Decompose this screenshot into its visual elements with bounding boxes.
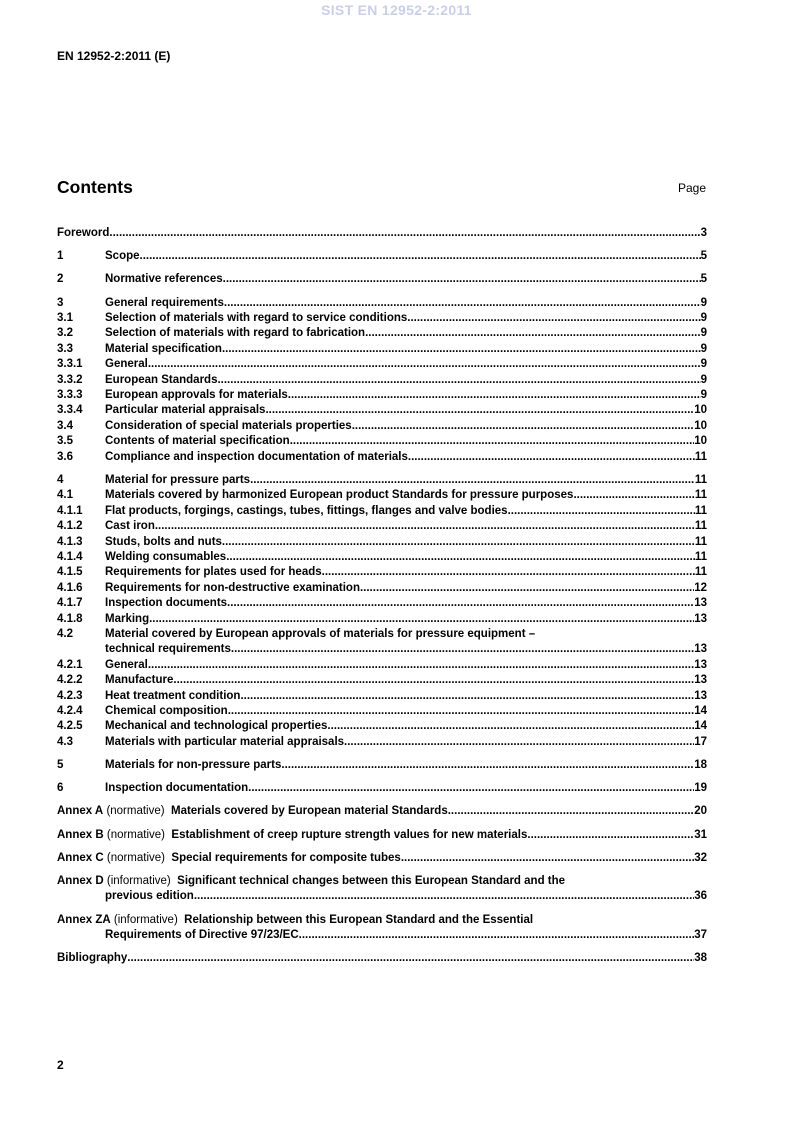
toc-page: 13: [694, 689, 707, 702]
toc-number: 6: [57, 782, 64, 795]
toc-title: Material specification: [105, 342, 222, 355]
leader-dots: [231, 642, 694, 657]
toc-number: 4.2.1: [57, 658, 83, 671]
toc-page: 36: [694, 890, 707, 903]
leader-dots: [527, 828, 694, 843]
toc-title: European approvals for materials: [105, 389, 288, 402]
leader-dots: [265, 403, 694, 418]
annex-type-text: (normative): [106, 851, 166, 864]
toc-number: 3.3.4: [57, 404, 83, 417]
toc-title: Flat products, forgings, castings, tubes, fittings, flanges and valve bodies: [105, 504, 508, 517]
toc-number: 3.4: [57, 419, 73, 432]
toc-page: 9: [700, 358, 707, 371]
annex-label: Annex C: [57, 851, 104, 864]
toc-title: Bibliography: [57, 952, 128, 965]
toc-entry-4-2-continuation[interactable]: [57, 642, 707, 657]
leader-dots: [508, 504, 695, 519]
toc-title: Chemical composition: [105, 704, 228, 717]
toc-number: 3.5: [57, 435, 73, 448]
leader-dots: [322, 565, 695, 580]
leader-dots: [408, 450, 695, 465]
leader-dots: [217, 373, 700, 388]
toc-page: 11: [694, 550, 707, 563]
toc-number: 3.3.2: [57, 373, 83, 386]
toc-entry-4-1-6[interactable]: [57, 581, 707, 596]
toc-page: 9: [700, 373, 707, 386]
toc-number: 4.1: [57, 489, 73, 502]
toc-entry-3-1[interactable]: [57, 311, 707, 326]
toc-page: 10: [694, 419, 707, 432]
leader-dots: [127, 951, 694, 966]
toc-title: Relationship between this European Standard and the Essential: [184, 913, 534, 926]
toc-entry-4-1-1[interactable]: [57, 504, 707, 519]
toc-entry-4-1-7[interactable]: [57, 596, 707, 611]
toc-title: Establishment of creep rupture strength values for new materials: [171, 828, 528, 841]
annex-type: [111, 913, 185, 928]
toc-page: 10: [694, 404, 707, 417]
leader-dots: [401, 851, 694, 866]
toc-number: 4: [57, 473, 64, 486]
toc-title: European Standards: [105, 373, 218, 386]
toc-entry-annex-c[interactable]: [57, 851, 707, 866]
toc-title: Foreword: [57, 227, 110, 239]
toc-number: 4.1.8: [57, 612, 83, 625]
leader-dots: [299, 928, 695, 943]
toc-page: 9: [700, 342, 707, 355]
leader-dots: [173, 673, 694, 688]
annex-label: Annex ZA: [57, 913, 111, 926]
leader-dots: [344, 735, 694, 750]
annex-type-text: (normative): [106, 805, 165, 818]
leader-dots: [281, 758, 694, 773]
toc-number: 4.2.3: [57, 689, 83, 702]
toc-entry-3-3-3[interactable]: [57, 388, 707, 403]
toc-entry-2[interactable]: [57, 272, 707, 287]
toc-entry-4[interactable]: [57, 473, 707, 488]
toc-title: General: [105, 358, 148, 371]
toc-number: 4.3: [57, 735, 73, 748]
toc-page: 13: [694, 658, 707, 671]
leader-dots: [140, 249, 701, 264]
toc-number: 4.1.1: [57, 504, 83, 517]
toc-title: Cast iron: [105, 520, 155, 533]
toc-entry-3-5[interactable]: [57, 434, 707, 449]
toc-entry-4-1[interactable]: [57, 488, 707, 503]
toc-page: 11: [694, 520, 707, 533]
toc-entry-4-2-3[interactable]: [57, 689, 707, 704]
leader-dots: [109, 226, 700, 241]
toc-title: Manufacture: [105, 674, 174, 687]
toc-title: Special requirements for composite tubes: [171, 851, 401, 864]
toc-number: 3.1: [57, 312, 73, 325]
toc-title: Particular material appraisals: [105, 404, 266, 417]
leader-dots: [222, 535, 695, 550]
toc-number: 4.1.4: [57, 550, 83, 563]
toc-entry-3-4[interactable]: [57, 419, 707, 434]
toc-entry-4-2[interactable]: [57, 627, 707, 642]
annex-label: Annex B: [57, 828, 104, 841]
toc-entry-4-1-3[interactable]: [57, 535, 707, 550]
toc-title: Welding consumables: [105, 550, 227, 563]
toc-title: Requirements for plates used for heads: [105, 566, 322, 579]
annex-type: [104, 828, 172, 843]
toc-title: Compliance and inspection documentation of materials: [105, 450, 408, 463]
leader-dots: [149, 612, 694, 627]
leader-dots: [248, 781, 694, 796]
toc-page: 20: [694, 805, 707, 818]
toc-entry-3-3[interactable]: [57, 342, 707, 357]
leader-dots: [227, 596, 694, 611]
toc-number: 4.1.7: [57, 597, 83, 610]
table-of-contents: [57, 226, 707, 967]
toc-entry-4-2-4[interactable]: [57, 704, 707, 719]
toc-page: 11: [694, 473, 707, 486]
toc-title: technical requirements: [105, 643, 231, 656]
leader-dots: [148, 658, 694, 673]
toc-entry-1[interactable]: [57, 249, 707, 264]
toc-title: Normative references: [105, 273, 223, 286]
toc-page: 38: [694, 952, 707, 965]
toc-number: 3.6: [57, 450, 73, 463]
toc-title: Materials with particular material appraisals: [105, 735, 345, 748]
leader-dots: [223, 272, 701, 287]
leader-dots: [250, 473, 695, 488]
toc-entry-3[interactable]: [57, 296, 707, 311]
toc-title: Material covered by European approvals of materials for pressure equipment –: [105, 627, 536, 640]
toc-page: 10: [694, 435, 707, 448]
toc-number: 3.3.3: [57, 389, 83, 402]
leader-dots: [365, 326, 701, 341]
toc-page: 9: [700, 327, 707, 340]
toc-entry-3-3-1[interactable]: [57, 357, 707, 372]
toc-entry-annex-za-continuation[interactable]: [57, 928, 707, 943]
annex-type: [104, 851, 172, 866]
toc-entry-5[interactable]: [57, 758, 707, 773]
toc-entry-foreword[interactable]: [57, 226, 707, 241]
toc-entry-4-2-2[interactable]: [57, 673, 707, 688]
toc-entry-bibliography[interactable]: [57, 951, 707, 966]
toc-page: 9: [700, 296, 707, 309]
toc-title: Selection of materials with regard to fabrication: [105, 327, 366, 340]
toc-title: Inspection documentation: [105, 782, 249, 795]
toc-page: 5: [700, 273, 707, 286]
toc-entry-annex-d-continuation[interactable]: [57, 889, 707, 904]
toc-title: Mechanical and technological properties: [105, 720, 328, 733]
toc-number: 4.2.4: [57, 704, 83, 717]
toc-page: 11: [694, 504, 707, 517]
toc-title: Heat treatment condition: [105, 689, 241, 702]
toc-title: Contents of material specification: [105, 435, 290, 448]
annex-type-text: (informative): [113, 913, 178, 926]
toc-number: 5: [57, 758, 64, 771]
leader-dots: [228, 704, 695, 719]
toc-entry-4-1-2[interactable]: [57, 519, 707, 534]
toc-page: 17: [694, 735, 707, 748]
toc-page: 11: [694, 566, 707, 579]
watermark: SIST EN 12952-2:2011: [321, 2, 472, 18]
toc-title: Consideration of special materials properties: [105, 419, 352, 432]
toc-entry-4-2-5[interactable]: [57, 719, 707, 734]
toc-page: 19: [694, 782, 707, 795]
contents-heading: Contents: [57, 177, 133, 197]
toc-number: 3.3.1: [57, 358, 83, 371]
leader-dots: [407, 311, 700, 326]
toc-entry-4-1-4[interactable]: [57, 550, 707, 565]
toc-number: 4.1.5: [57, 566, 83, 579]
leader-dots: [448, 804, 694, 819]
toc-page: 13: [694, 597, 707, 610]
toc-page: 12: [694, 581, 707, 594]
annex-type-text: (normative): [106, 828, 166, 841]
toc-page: 9: [700, 312, 707, 325]
toc-title: Studs, bolts and nuts: [105, 535, 222, 548]
toc-page: 14: [694, 720, 707, 733]
annex-label: Annex A: [57, 805, 104, 818]
page-number: 2: [57, 1058, 64, 1072]
toc-title: Requirements of Directive 97/23/EC: [105, 929, 299, 942]
toc-page: 13: [694, 643, 707, 656]
toc-title: General requirements: [105, 296, 224, 309]
toc-title: Significant technical changes between this European Standard and the: [177, 875, 566, 887]
toc-entry-6[interactable]: [57, 781, 707, 796]
toc-entry-annex-d[interactable]: [57, 874, 707, 889]
toc-number: 1: [57, 250, 64, 263]
toc-page: 13: [694, 612, 707, 625]
toc-entry-3-6[interactable]: [57, 450, 707, 465]
toc-page: 11: [694, 489, 707, 502]
toc-number: 4.2.5: [57, 720, 83, 733]
toc-page: 5: [700, 250, 707, 263]
toc-page: 3: [700, 227, 707, 239]
document-id: EN 12952-2:2011 (E): [57, 49, 171, 63]
page-column-label: Page: [677, 181, 706, 195]
leader-dots: [226, 550, 695, 565]
leader-dots: [573, 488, 694, 503]
toc-number: 3.2: [57, 327, 73, 340]
toc-title: Scope: [105, 250, 140, 263]
toc-entry-4-1-8[interactable]: [57, 612, 707, 627]
toc-page: 9: [700, 389, 707, 402]
toc-entry-annex-b[interactable]: [57, 828, 707, 843]
toc-page: 13: [694, 674, 707, 687]
toc-number: 4.1.6: [57, 581, 83, 594]
toc-page: 37: [694, 929, 707, 942]
toc-title: Requirements for non-destructive examination: [105, 581, 360, 594]
toc-number: 3.3: [57, 342, 73, 355]
leader-dots: [352, 419, 695, 434]
annex-type-text: (informative): [106, 875, 171, 887]
toc-number: 2: [57, 273, 64, 286]
leader-dots: [194, 889, 694, 904]
toc-title: Selection of materials with regard to service conditions: [105, 312, 408, 325]
toc-title: Marking: [105, 612, 150, 625]
toc-number: 4.2.2: [57, 674, 83, 687]
toc-entry-annex-za[interactable]: [57, 913, 707, 928]
toc-entry-3-2[interactable]: [57, 326, 707, 341]
toc-page: 11: [694, 535, 707, 548]
leader-dots: [290, 434, 695, 449]
leader-dots: [288, 388, 701, 403]
leader-dots: [327, 719, 694, 734]
toc-number: 3: [57, 296, 64, 309]
toc-number: 4.1.2: [57, 520, 83, 533]
toc-page: 14: [694, 704, 707, 717]
leader-dots: [224, 296, 701, 311]
toc-title: Materials for non-pressure parts: [105, 758, 282, 771]
toc-title: previous edition: [105, 890, 194, 903]
toc-entry-3-3-2[interactable]: [57, 373, 707, 388]
toc-title: Inspection documents: [105, 597, 228, 610]
toc-title: Materials covered by European material Standards: [170, 805, 448, 818]
toc-number: 4.2: [57, 627, 73, 640]
toc-entry-4-3[interactable]: [57, 735, 707, 750]
leader-dots: [240, 689, 694, 704]
leader-dots: [360, 581, 694, 596]
toc-page: 11: [694, 450, 707, 463]
toc-number: 4.1.3: [57, 535, 83, 548]
toc-page: 32: [694, 851, 707, 864]
leader-dots: [222, 342, 701, 357]
annex-type: [103, 804, 171, 819]
leader-dots: [148, 357, 701, 372]
toc-title: General: [105, 658, 148, 671]
toc-title: Materials covered by harmonized European product Standards for pressure purposes: [105, 489, 574, 502]
annex-label: Annex D: [57, 875, 104, 887]
toc-entry-4-1-5[interactable]: [57, 565, 707, 580]
toc-entry-3-3-4[interactable]: [57, 403, 707, 418]
toc-entry-annex-a[interactable]: [57, 804, 707, 819]
toc-page: 18: [694, 758, 707, 771]
annex-type: [104, 874, 178, 889]
toc-page: 31: [694, 828, 707, 841]
toc-title: Material for pressure parts: [105, 473, 251, 486]
leader-dots: [155, 519, 695, 534]
toc-entry-4-2-1[interactable]: [57, 658, 707, 673]
